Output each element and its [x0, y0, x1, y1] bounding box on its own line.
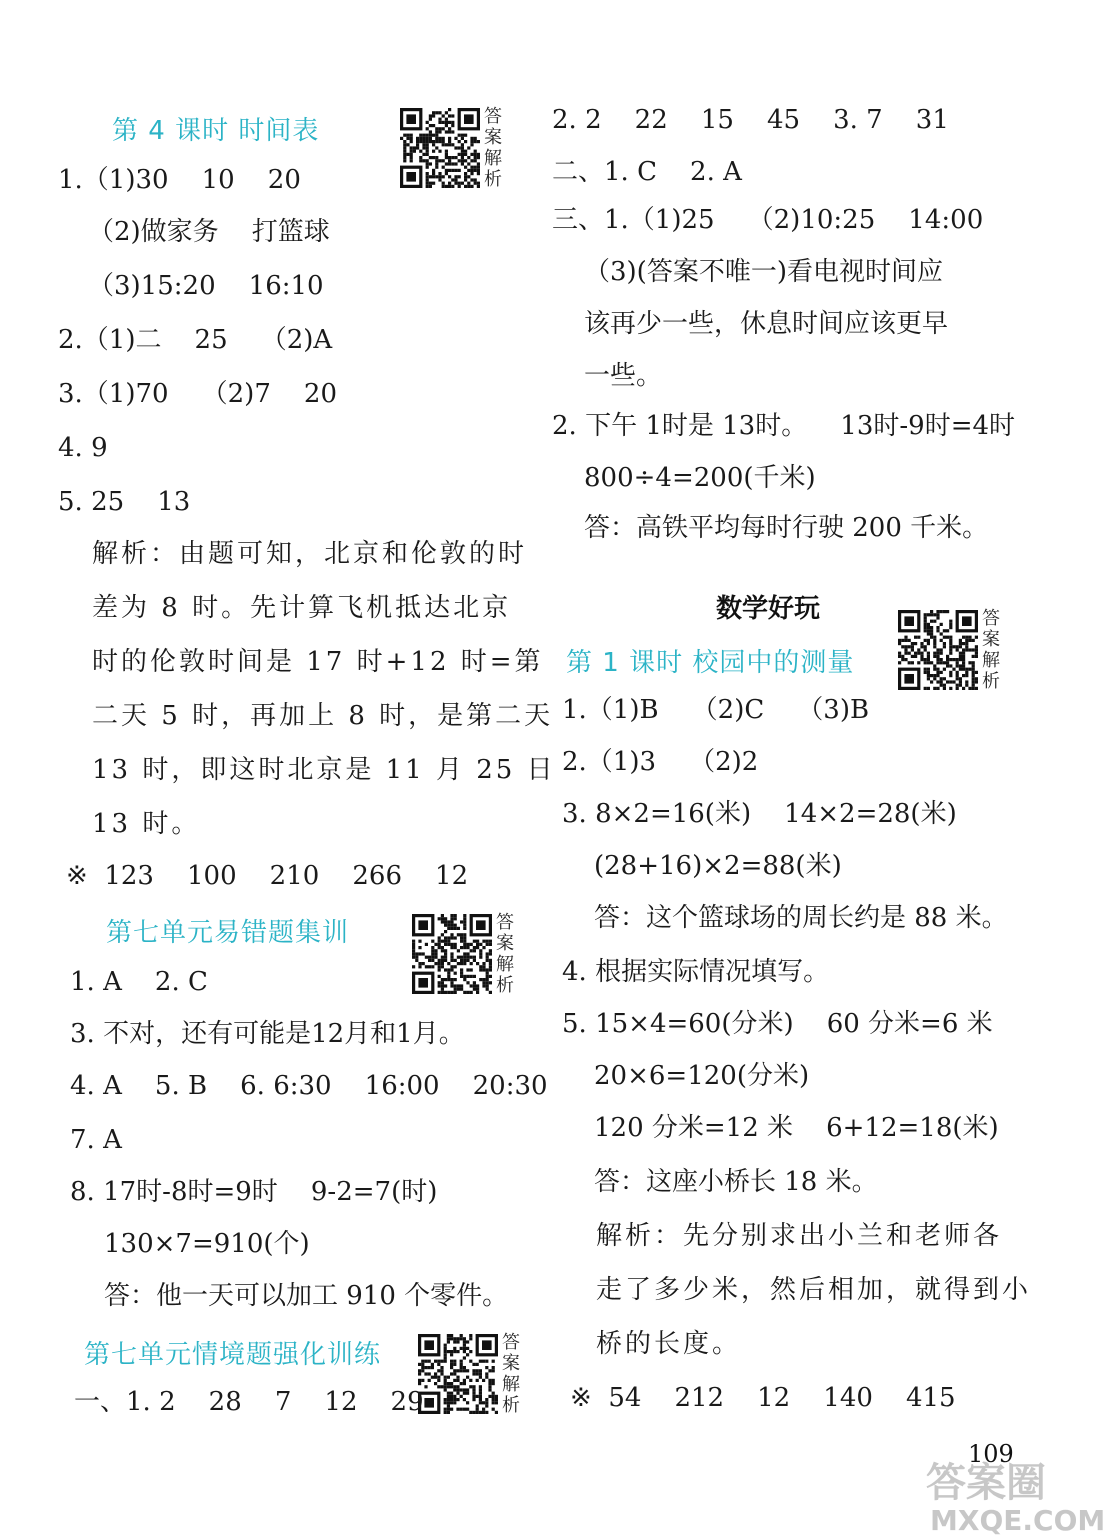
unit-7-error-title: 第七单元易错题集训	[106, 918, 350, 948]
error-answer-8-2: 130×7=910(个)	[104, 1229, 310, 1259]
answer-1-1: 1.（1)30 10 20	[58, 165, 301, 195]
fun-answer-4: 4. 根据实际情况填写。	[562, 957, 830, 987]
fun-answer-2: 2.（1)3 （2)2	[562, 747, 759, 777]
situation-part-3-q2-1: 2. 下午 1时是 13时。 13时-9时=4时	[552, 411, 1016, 441]
qr-label: 答案解析	[502, 1332, 520, 1416]
fun-answer-3-3: 答：这个篮球场的周长约是 88 米。	[594, 903, 1008, 933]
situation-part-2: 二、1. C 2. A	[552, 157, 742, 187]
answer-1-3: （3)15:20 16:10	[88, 271, 324, 301]
qr-code-icon	[898, 610, 978, 690]
answer-2: 2.（1)二 25 （2)A	[58, 325, 333, 355]
situation-part-3-1: 三、1.（1)25 （2)10:25 14:00	[552, 205, 984, 235]
math-fun-title: 数学好玩	[716, 594, 821, 624]
analysis-line-5: 13 时，即这时北京是 11 月 25 日	[92, 755, 556, 785]
situation-answer-1: 一、1. 2 28 7 12 29	[74, 1387, 424, 1417]
situation-part-3-q2-3: 答：高铁平均每时行驶 200 千米。	[584, 513, 989, 543]
situation-part-3-line-3: 该再少一些，休息时间应该更早	[584, 309, 949, 339]
watermark-logo	[918, 1452, 1106, 1536]
fun-answer-3-1: 3. 8×2=16(米) 14×2=28(米)	[562, 799, 957, 829]
answer-3: 3.（1)70 （2)7 20	[58, 379, 338, 409]
fun-extra-answers: ※ 54 212 12 140 415	[570, 1383, 956, 1413]
error-answer-3: 3. 不对，还有可能是12月和1月。	[70, 1019, 465, 1049]
unit-7-situation-title: 第七单元情境题强化训练	[84, 1340, 382, 1370]
situation-part-3-q2-2: 800÷4=200(千米)	[584, 463, 816, 493]
answer-5: 5. 25 13	[58, 487, 191, 517]
error-answer-8-1: 8. 17时-8时=9时 9-2=7(时)	[70, 1177, 438, 1207]
qr-label: 答案解析	[982, 608, 1000, 692]
analysis-line-6: 13 时。	[92, 809, 201, 839]
answer-4: 4. 9	[58, 433, 108, 463]
lesson-1-title: 第 1 课时 校园中的测量	[566, 648, 855, 678]
error-answer-4-6: 4. A 5. B 6. 6:30 16:00 20:30	[70, 1071, 548, 1101]
fun-analysis-line-1: 解析：先分别求出小兰和老师各	[596, 1221, 1003, 1251]
fun-answer-5-1: 5. 15×4=60(分米) 60 分米=6 米	[562, 1009, 993, 1039]
extra-answers: ※ 123 100 210 266 12	[66, 861, 469, 891]
fun-answer-5-2: 20×6=120(分米)	[594, 1061, 810, 1091]
qr-code-icon	[400, 108, 480, 188]
fun-answer-5-3: 120 分米=12 米 6+12=18(米)	[594, 1113, 999, 1143]
qr-code-icon	[412, 914, 492, 994]
lesson-4-title: 第 4 课时 时间表	[112, 116, 320, 146]
page-number: 109	[968, 1440, 1014, 1468]
analysis-line-3: 时的伦敦时间是 17 时+12 时=第	[92, 647, 544, 677]
fun-answer-1: 1.（1)B （2)C （3)B	[562, 695, 870, 725]
analysis-line-4: 二天 5 时，再加上 8 时，是第二天	[92, 701, 554, 731]
error-answer-8-3: 答：他一天可以加工 910 个零件。	[104, 1281, 509, 1311]
error-answer-1-2: 1. A 2. C	[70, 967, 208, 997]
qr-label: 答案解析	[496, 912, 514, 996]
watermark-url: MXQE.COM	[930, 1504, 1106, 1536]
fun-analysis-line-2: 走了多少米，然后相加，就得到小	[596, 1275, 1032, 1305]
fun-analysis-line-3: 桥的长度。	[596, 1329, 742, 1359]
analysis-line-1: 解析：由题可知，北京和伦敦的时	[92, 539, 528, 569]
watermark-text: 答案圈	[926, 1460, 1046, 1506]
answer-1-2: （2)做家务 打篮球	[88, 217, 330, 247]
error-answer-7: 7. A	[70, 1125, 122, 1155]
fun-answer-5-4: 答：这座小桥长 18 米。	[594, 1167, 878, 1197]
qr-code-icon	[418, 1334, 498, 1414]
qr-label: 答案解析	[484, 106, 502, 190]
fun-answer-3-2: (28+16)×2=88(米)	[594, 851, 842, 881]
situation-part-3-line-2: （3)(答案不唯一)看电视时间应	[584, 257, 943, 287]
situation-answer-2-3: 2. 2 22 15 45 3. 7 31	[552, 105, 949, 135]
situation-part-3-line-4: 一些。	[584, 361, 663, 391]
analysis-line-2: 差为 8 时。先计算飞机抵达北京	[92, 593, 512, 623]
